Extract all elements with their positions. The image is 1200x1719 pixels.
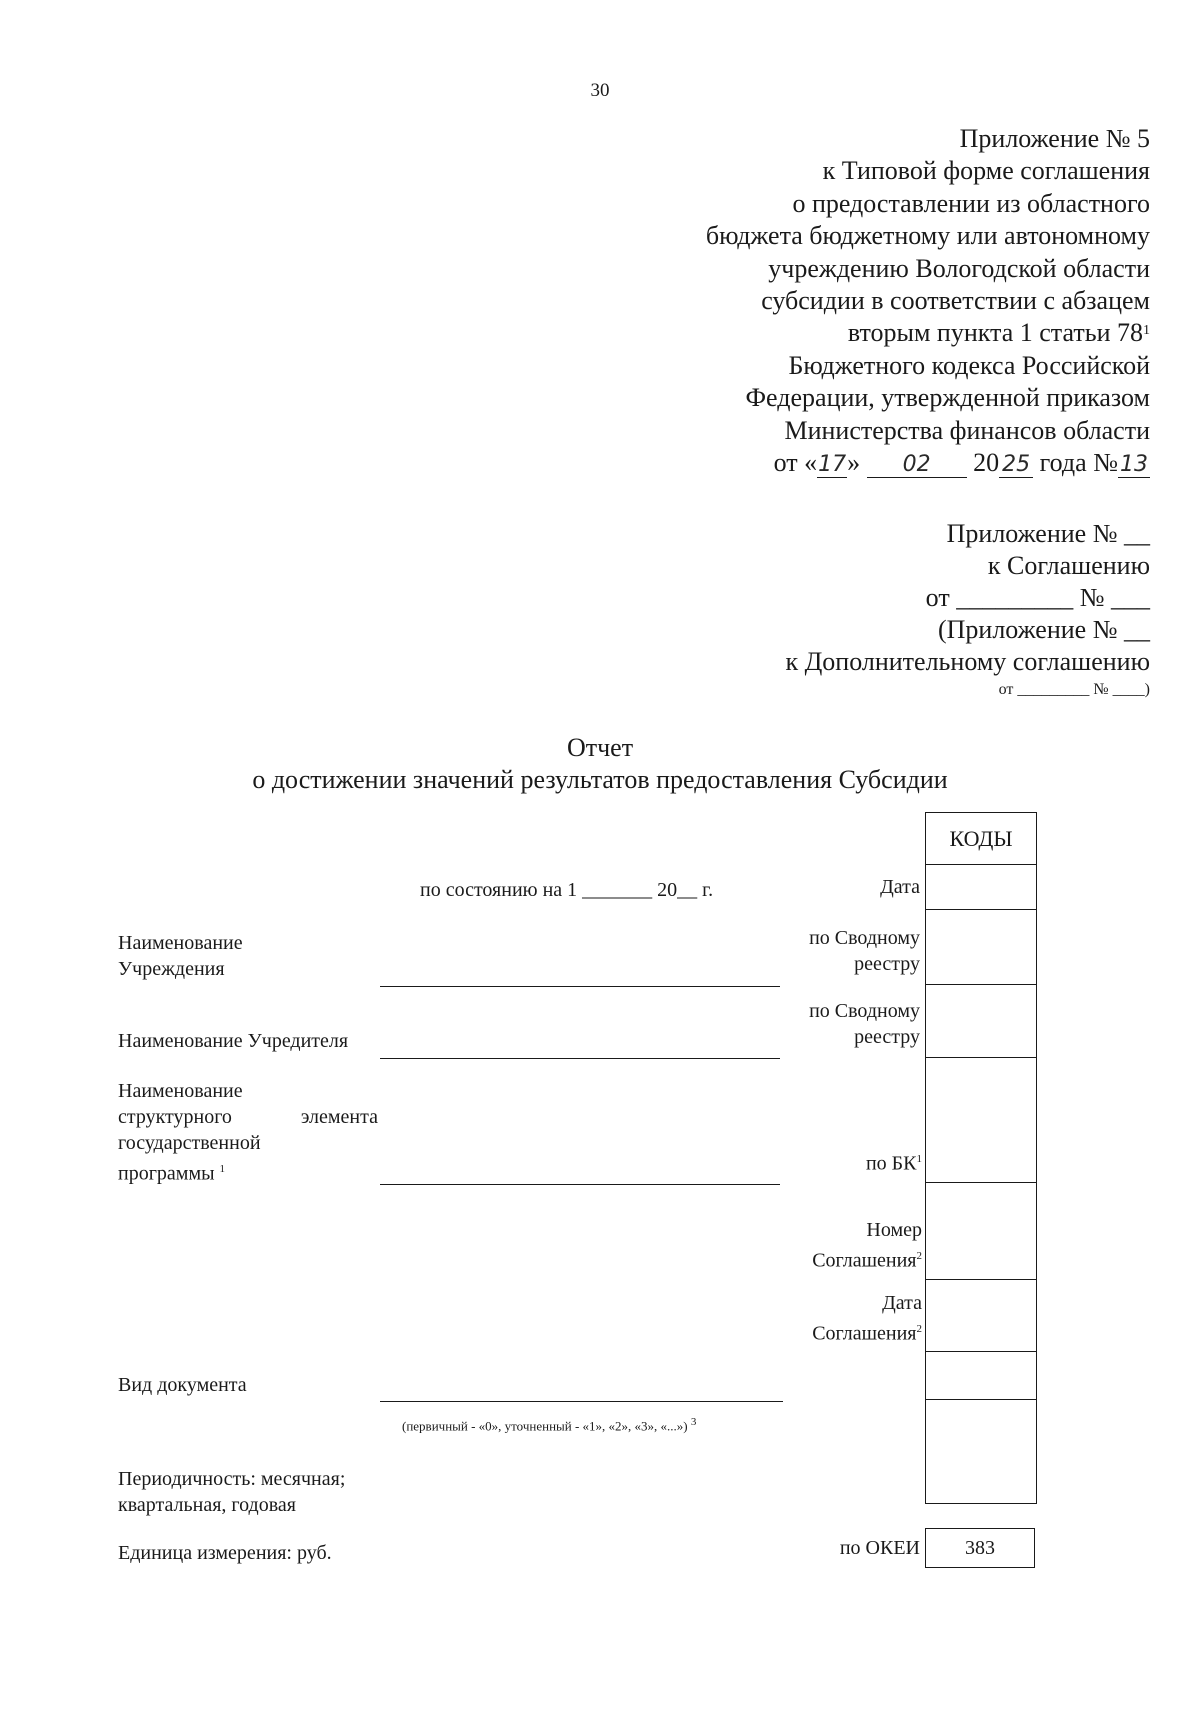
order-date-year-word: года № [1039, 448, 1118, 478]
label-consolidated-1-a: по Сводному [809, 927, 920, 949]
order-date-year-suffix: 25 [999, 453, 1033, 478]
label-agreement-number-2-text: Соглашения [812, 1249, 917, 1272]
code-cell-okei: 383 [925, 1528, 1035, 1568]
report-subtitle: о достижении значений результатов предоставления Субсидии [252, 765, 948, 794]
label-bk-text: по БК [865, 1152, 917, 1175]
label-bk-sup: 1 [916, 1153, 922, 1165]
appendix-line-3: о предоставлении из областного [792, 188, 1150, 218]
label-doc-type: Вид документа [118, 1374, 247, 1396]
agreement-line-5: к Дополнительному соглашению [785, 647, 1150, 676]
appendix-header [530, 123, 1150, 479]
label-founder: Наименование Учредителя [118, 1030, 349, 1052]
structural-element-line[interactable] [380, 1184, 780, 1185]
appendix-line-6: субсидии в соответствии с абзацем [761, 286, 1150, 316]
label-institution-2: Учреждения [118, 958, 225, 980]
label-agreement-date-1: Дата [882, 1292, 922, 1314]
label-agreement-number-sup: 2 [916, 1250, 922, 1262]
agreement-line-1: Приложение № __ [946, 519, 1150, 548]
appendix-line-8: Бюджетного кодекса Российской [788, 350, 1150, 380]
code-cell-agreement-date [926, 1280, 1036, 1352]
label-structural-2 [118, 1104, 378, 1130]
appendix-line-7 [530, 317, 1150, 349]
report-title: Отчет [566, 733, 634, 762]
codes-table [925, 812, 1037, 1504]
label-date: Дата [880, 876, 920, 898]
appendix-line-2: к Типовой форме соглашения [822, 156, 1150, 186]
label-periodicity [118, 1466, 345, 1518]
label-agreement-date [812, 1290, 922, 1347]
order-date-month: 02 [867, 453, 967, 478]
label-agreement-number-2 [812, 1243, 922, 1274]
label-structural-1: Наименование [118, 1080, 243, 1102]
label-consolidated-1 [809, 925, 920, 977]
appendix-line-9: Федерации, утвержденной приказом [745, 383, 1150, 413]
agreement-annex [630, 518, 1150, 702]
label-structural-element [118, 1078, 378, 1187]
founder-name-line[interactable] [380, 1058, 780, 1059]
code-cell-doc-type [926, 1352, 1036, 1400]
code-cell-consolidated-2 [926, 985, 1036, 1058]
order-date-year-prefix: 20 [973, 448, 1000, 478]
order-date-mid: » [847, 448, 861, 478]
label-institution-1: Наименование [118, 932, 243, 954]
appendix-line-5: учреждению Вологодской области [768, 253, 1150, 283]
appendix-order-date [530, 447, 1150, 479]
agreement-line-6: от _________ № ____) [998, 681, 1150, 698]
code-cell-consolidated-1 [926, 910, 1036, 985]
label-consolidated-2-a: по Сводному [809, 1000, 920, 1022]
label-structural-4-text: программы [118, 1162, 215, 1185]
label-agreement-date-2 [812, 1316, 922, 1347]
agreement-line-3: от _________ № ___ [925, 583, 1150, 612]
code-cell-date [926, 865, 1036, 910]
label-structural-4 [118, 1156, 378, 1187]
appendix-line-7-sup: 1 [1143, 323, 1150, 339]
label-agreement-number-1: Номер [866, 1219, 922, 1241]
appendix-line-7-text: вторым пункта 1 статьи 78 [847, 318, 1143, 348]
agreement-line-2: к Соглашению [987, 551, 1150, 580]
agreement-line-4: (Приложение № __ [937, 615, 1150, 644]
order-date-day: 17 [818, 452, 847, 478]
label-okei: по ОКЕИ [839, 1537, 920, 1559]
label-agreement-number [812, 1217, 922, 1274]
label-periodicity-1: Периодичность: месячная; [118, 1468, 346, 1490]
doc-type-line[interactable] [380, 1401, 783, 1402]
doc-type-note-text: (первичный - «0», уточненный - «1», «2», «3», «...») [402, 1418, 688, 1434]
appendix-line-10: Министерства финансов области [784, 415, 1150, 445]
label-bk [866, 1146, 922, 1177]
codes-header: КОДЫ [926, 813, 1036, 865]
label-periodicity-2: квартальная, годовая [118, 1494, 296, 1516]
label-agreement-date-2-text: Соглашения [812, 1322, 917, 1345]
order-date-prefix: от « [773, 448, 818, 478]
label-agreement-date-sup: 2 [916, 1323, 922, 1335]
institution-name-line[interactable] [380, 986, 780, 987]
page-number: 30 [590, 80, 610, 101]
appendix-line-4: бюджета бюджетному или автономному [705, 221, 1150, 251]
doc-type-note [402, 1416, 696, 1434]
label-consolidated-2-b: реестру [854, 1026, 920, 1048]
as-of-date: по состоянию на 1 _______ 20__ г. [420, 879, 714, 901]
doc-type-note-sup: 3 [690, 1416, 697, 1428]
label-structural-3: государственной [118, 1132, 261, 1154]
code-cell-bk [926, 1058, 1036, 1183]
code-cell-periodicity [926, 1400, 1036, 1503]
label-consolidated-1-b: реестру [854, 953, 920, 975]
label-unit: Единица измерения: руб. [118, 1542, 332, 1564]
appendix-line-1: Приложение № 5 [959, 124, 1150, 153]
label-structural-2a: структурного [118, 1106, 232, 1128]
label-structural-sup: 1 [219, 1163, 226, 1175]
label-institution [118, 930, 243, 982]
label-structural-2b: элемента [300, 1106, 378, 1128]
code-cell-agreement-number [926, 1183, 1036, 1280]
label-consolidated-2 [809, 998, 920, 1050]
order-number: 13 [1120, 452, 1148, 478]
